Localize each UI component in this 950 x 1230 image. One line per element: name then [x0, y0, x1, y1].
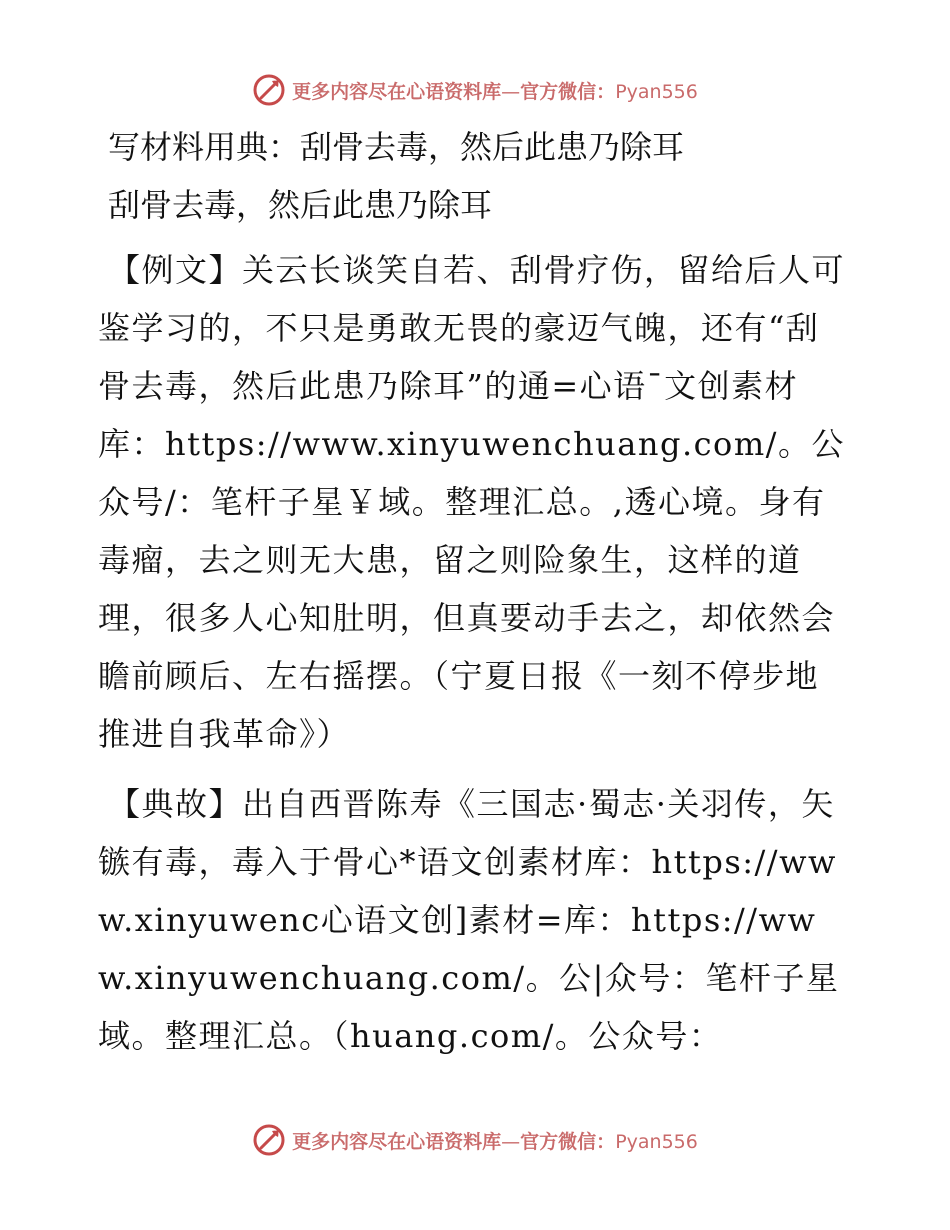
- example-paragraph: [98, 241, 850, 763]
- allusion-paragraph: [98, 775, 850, 1065]
- quill-seal-logo-icon: [252, 73, 286, 107]
- watermark-text: 更多内容尽在心语资料库—官方微信：Pyan556: [292, 80, 698, 103]
- document-subtitle: 刮骨去毒，然后此患乃除耳: [108, 186, 493, 224]
- quill-seal-logo-icon: [252, 1123, 286, 1157]
- header-watermark-banner: [0, 68, 950, 112]
- example-text: 关云长谈笑自若、刮骨疗伤，留给后人可鉴学习的，不只是勇敢无畏的豪迈气魄，还有“刮骨去毒，然后此患乃除耳”的通=心语¯文创素材库：https://www.xinyuwenchuang.com/。公众号/：笔杆子星￥域。整理汇总。,透心境。身有毒瘤，去之则无大患，留之则险象生，这样的道理，很多人心知肚明，但真要动手去之，却依然会瞻前顾后、左右摇摆。（宁夏日报《一刻不停步地推进自我革命》）: [98, 251, 846, 753]
- allusion-label: 【典故】: [108, 785, 243, 823]
- document-title: 写材料用典：刮骨去毒，然后此患乃除耳: [108, 128, 685, 166]
- allusion-text: 出自西晋陈寿《三国志·蜀志·关羽传，矢镞有毒，毒入于骨心*语文创素材库：https://www.xinyuwenc心语文创]素材=库：https://www.xinyuwenchuang.com/。公|众号：笔杆子星域。整理汇总。（huang.com/。公众号：: [98, 785, 840, 1055]
- document-body: [98, 125, 850, 1077]
- footer-watermark-banner: [0, 1118, 950, 1162]
- watermark-text: 更多内容尽在心语资料库—官方微信：Pyan556: [292, 1130, 698, 1153]
- example-label: 【例文】: [108, 251, 243, 289]
